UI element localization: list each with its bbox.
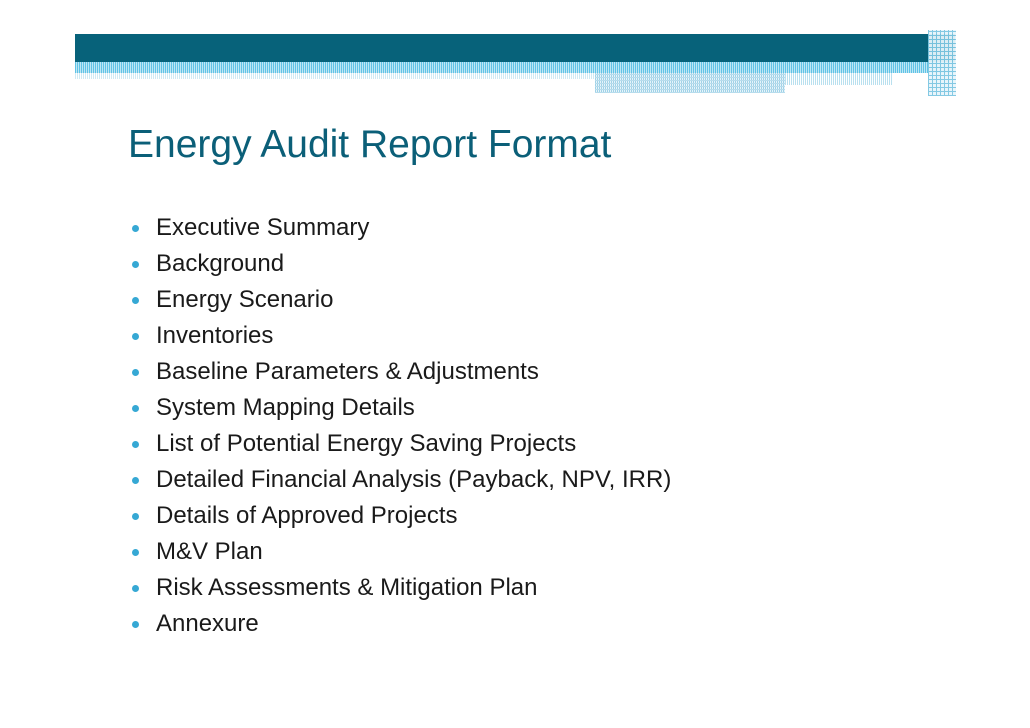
header-stripe-pattern-end [785, 73, 893, 85]
bullet-item [132, 282, 671, 318]
bullet-item [132, 318, 671, 354]
bullet-item [132, 570, 671, 606]
bullet-dot-icon [132, 261, 139, 268]
header-stripe-light [75, 73, 595, 79]
header-grid-decoration [928, 30, 956, 96]
bullet-dot-icon [132, 477, 139, 484]
bullet-text: Background [156, 250, 285, 277]
bullet-dot-icon [132, 225, 139, 232]
bullet-text: Inventories [156, 322, 274, 349]
bullet-text: Executive Summary [156, 214, 370, 241]
bullet-dot-icon [132, 333, 139, 340]
bullet-item [132, 606, 671, 642]
bullet-item [132, 462, 671, 498]
bullet-text: Energy Scenario [156, 286, 334, 313]
bullet-text: Detailed Financial Analysis (Payback, NPV, IRR) [156, 466, 672, 493]
bullet-item [132, 354, 671, 390]
bullet-text: System Mapping Details [156, 394, 415, 421]
header-stripe [75, 62, 955, 73]
bullet-dot-icon [132, 297, 139, 304]
bullet-item [132, 498, 671, 534]
header-band [75, 34, 955, 62]
bullet-text: M&V Plan [156, 538, 263, 565]
bullet-item [132, 426, 671, 462]
bullet-dot-icon [132, 369, 139, 376]
bullet-text: List of Potential Energy Saving Projects [156, 430, 577, 457]
bullet-item [132, 210, 671, 246]
bullet-dot-icon [132, 549, 139, 556]
slide-title: Energy Audit Report Format [128, 123, 612, 166]
bullet-text: Annexure [156, 610, 259, 637]
bullet-dot-icon [132, 405, 139, 412]
bullet-dot-icon [132, 621, 139, 628]
bullet-item [132, 534, 671, 570]
bullet-item [132, 246, 671, 282]
bullet-item [132, 390, 671, 426]
bullet-dot-icon [132, 441, 139, 448]
bullet-dot-icon [132, 513, 139, 520]
header-stripe-pattern [595, 73, 785, 93]
bullet-list [132, 210, 671, 642]
bullet-dot-icon [132, 585, 139, 592]
bullet-text: Baseline Parameters & Adjustments [156, 358, 539, 385]
bullet-text: Risk Assessments & Mitigation Plan [156, 574, 538, 601]
bullet-text: Details of Approved Projects [156, 502, 458, 529]
